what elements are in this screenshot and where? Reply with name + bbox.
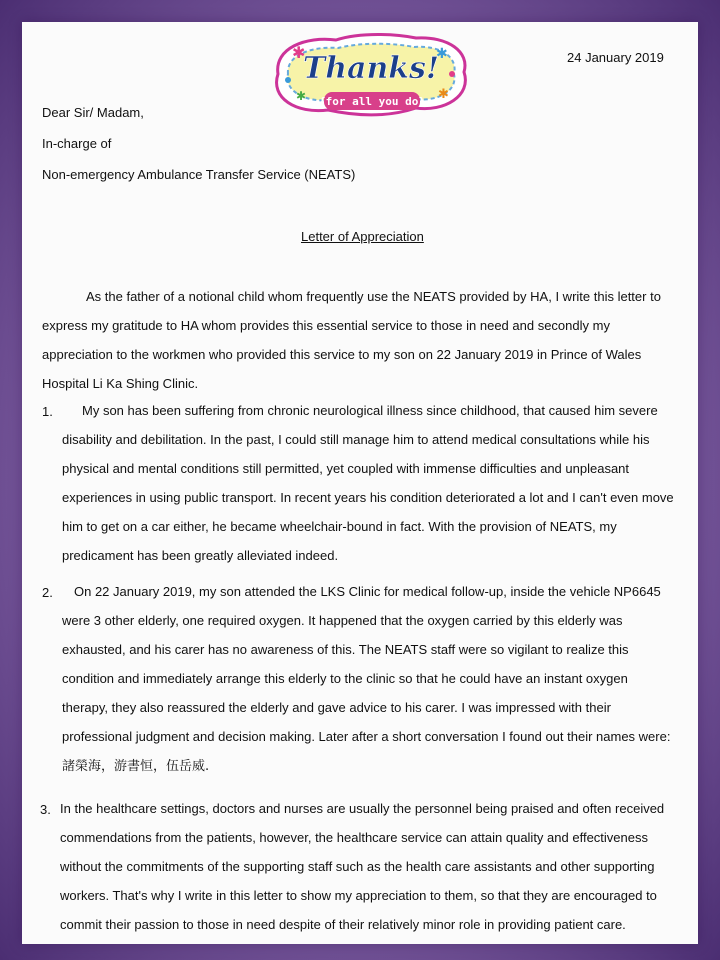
thanks-logo bbox=[266, 28, 476, 120]
logo-sub-text: {for all you do} bbox=[319, 95, 425, 108]
letter-date: 24 January 2019 bbox=[567, 50, 664, 65]
letter-title: Letter of Appreciation bbox=[301, 229, 424, 244]
letter-page bbox=[22, 22, 698, 944]
star-icon: ✱ bbox=[436, 45, 448, 61]
item-paragraph-3: In the healthcare settings, doctors and nurses are usually the personnel being praised and often received commendations from the patients, however, the healthcare service can attain quality and effectiveness without the commitments of the supporting staff such as the health care assistants and other supporting workers. That's why I write in this letter to show my appreciation to them, so that they are encouraged to commit their passion to those in need despite of their relatively minor role in providing patient care. bbox=[60, 801, 665, 932]
item-paragraph-2 bbox=[62, 577, 676, 781]
salutation: Dear Sir/ Madam, bbox=[42, 105, 144, 120]
logo-main-text: Thanks! bbox=[302, 51, 440, 86]
in-charge-line: In-charge of bbox=[42, 136, 112, 151]
item-number: 2. bbox=[42, 585, 53, 600]
star-icon: ✱ bbox=[438, 86, 449, 101]
item-number: 3. bbox=[40, 802, 51, 817]
item-number: 1. bbox=[42, 404, 53, 419]
star-icon: ✱ bbox=[292, 45, 306, 62]
staff-names: 諸榮海，游書恒，伍岳威. bbox=[62, 759, 210, 774]
intro-paragraph: As the father of a notional child whom frequently use the NEATS provided by HA, I write this letter to express my gratitude to HA whom provides this essential service to those in need and secondly my appreciation to the workmen who provided this service to my son on 22 January 2019 in Prince of Wales Hospital Li Ka Shing Clinic. bbox=[42, 289, 661, 391]
service-name: Non-emergency Ambulance Transfer Service (NEATS) bbox=[42, 167, 356, 182]
item-paragraph-1: My son has been suffering from chronic neurological illness since childhood, that caused him severe disability and debilitation. In the past, I could still manage him to attend medical consultations while his physical and mental conditions still permitted, yet coupled with immense difficulties and unpleasant experiences in using public transport. In recent years his condition deteriorated a lot and I can't even move him to get on a car either, he became wheelchair-bound in fact. With the provision of NEATS, my predicament has been greatly alleviated indeed. bbox=[62, 403, 674, 563]
star-icon: ✱ bbox=[296, 89, 307, 103]
item-paragraph-2-text: On 22 January 2019, my son attended the LKS Clinic for medical follow-up, inside the vehicle NP6645 were 3 other elderly, one required oxygen. It happened that the oxygen carried by this elderly was exhausted, and his carer has no awareness of this. The NEATS staff were so vigilant to realize this condition and immediately arrange this elderly to the clinic so that he could have an instant oxygen therapy, they also reassured the elderly and gave advice to his carer. I was impressed with their professional judgment and decision making. Later after a short conversation I found out their names were: bbox=[62, 584, 671, 744]
